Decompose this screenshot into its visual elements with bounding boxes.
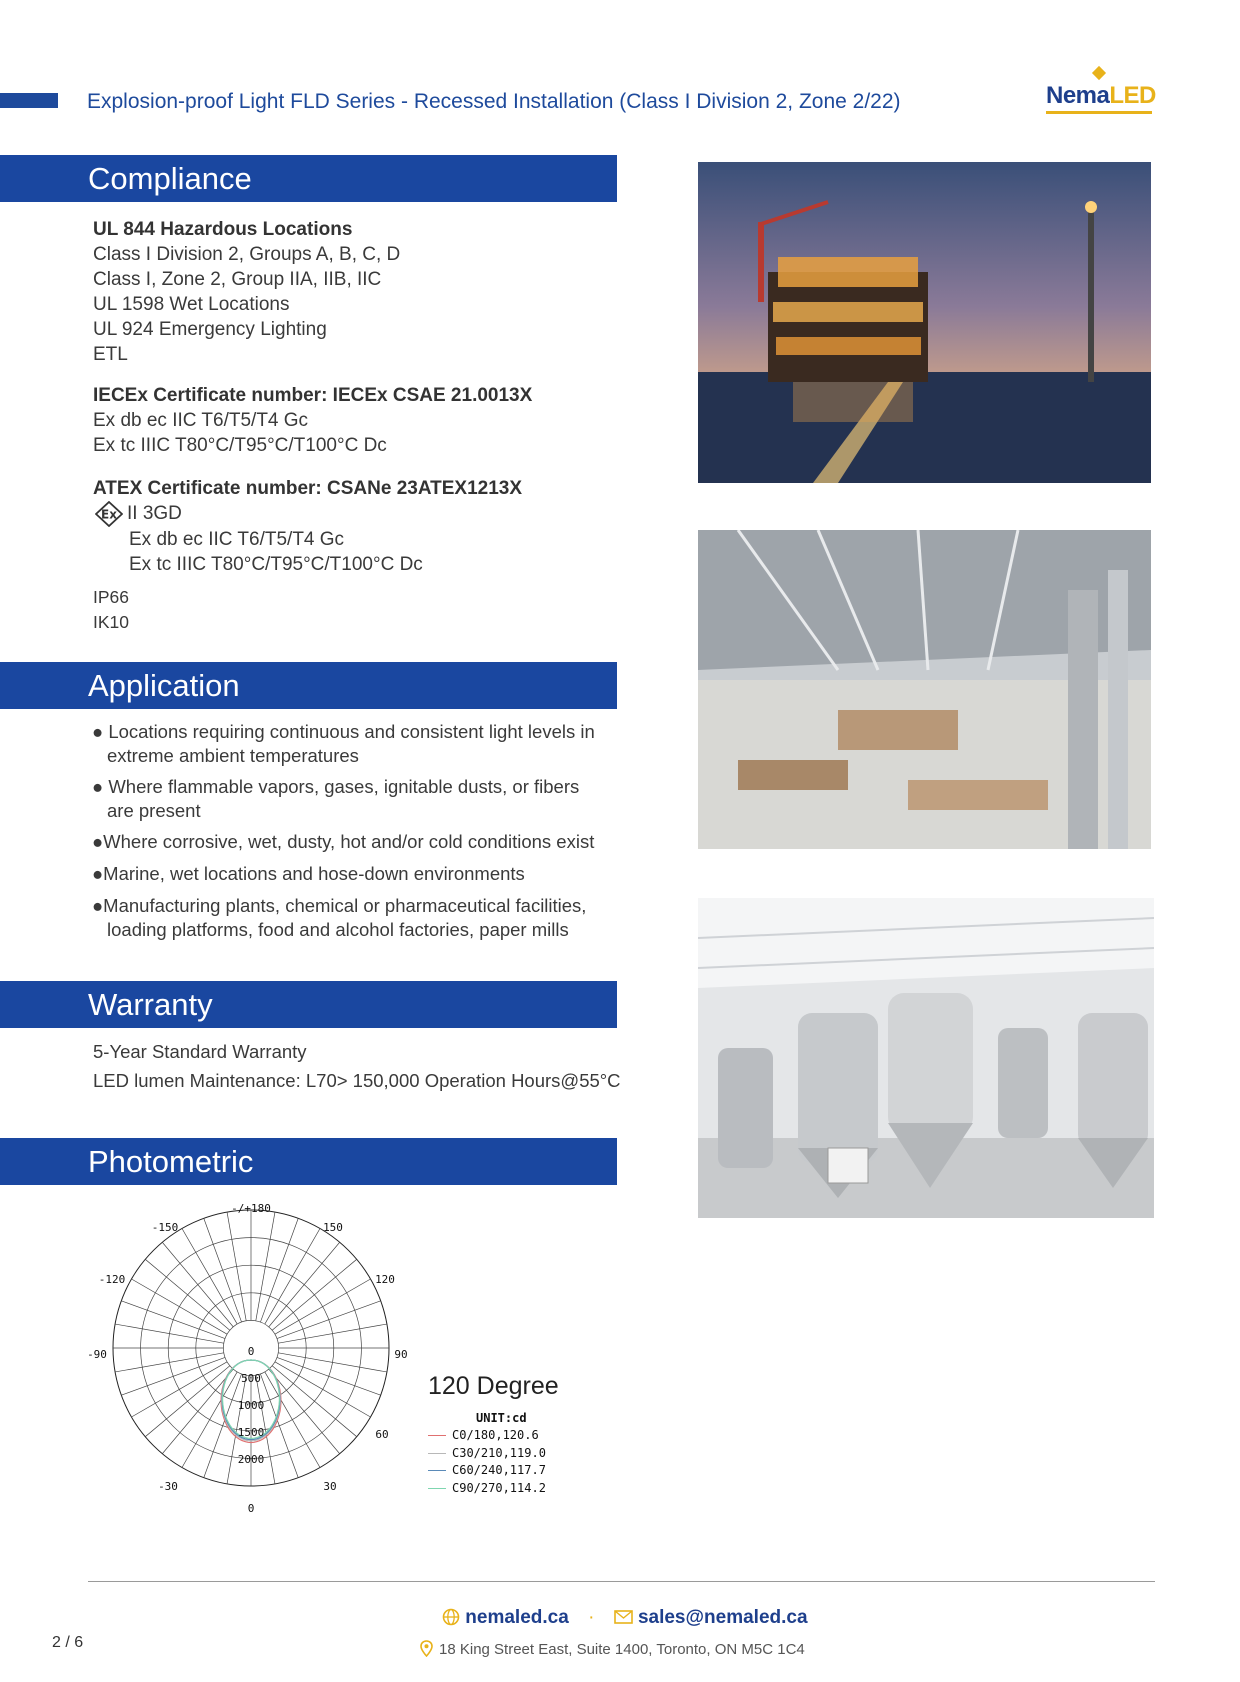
polar-spoke (269, 1242, 340, 1327)
polar-spoke (162, 1242, 233, 1327)
compliance-header: Compliance (0, 155, 617, 202)
radial-label: 0 (247, 1345, 255, 1358)
compliance-ratings: IP66 IK10 (93, 587, 129, 632)
polar-spoke (260, 1218, 298, 1322)
compliance-atex-block: ATEX Certificate number: CSANe 23ATEX1213X Ex II 3GD Ex db ec IIC T6/T5/T4 Gc Ex tc IIIC T80°C/T95°C/T100°C Dc (93, 478, 523, 575)
location-pin-icon (420, 1640, 433, 1657)
angle-label-top: -/+180 (231, 1202, 271, 1215)
application-item: ● Locations requiring continuous and consistent light levels in extreme ambient temperatures (92, 721, 595, 766)
angle-label-minus120: -120 (98, 1273, 126, 1286)
photometric-header: Photometric (0, 1138, 617, 1185)
polar-spoke (145, 1366, 230, 1437)
angle-label-30: 30 (323, 1480, 337, 1493)
globe-icon (442, 1608, 460, 1626)
legend-unit: UNIT:cd (476, 1411, 527, 1425)
radial-label: 500 (241, 1372, 261, 1385)
logo-crown-icon (1092, 66, 1106, 80)
photometric-legend (428, 1411, 546, 1498)
angle-label-0: 0 (247, 1502, 255, 1515)
offshore-platform-photo (698, 162, 1151, 483)
polar-spoke (256, 1212, 275, 1321)
application-item: ●Manufacturing plants, chemical or pharmaceutical facilities, loading platforms, food and alcohol factories, paper mills (92, 895, 587, 940)
footer-divider (88, 1581, 1155, 1582)
polar-spoke (121, 1357, 225, 1395)
polar-spoke (145, 1259, 230, 1330)
compliance-iecex-block: IECEx Certificate number: IECEx CSAE 21.0013X Ex db ec IIC T6/T5/T4 Gc Ex tc IIIC T80°C/T95°C/T100°C Dc (93, 385, 533, 456)
polar-spoke (131, 1362, 227, 1417)
header-accent-bar (0, 93, 58, 108)
polar-spoke (277, 1357, 381, 1395)
polar-spoke (278, 1353, 387, 1372)
legend-item: C60/240,117.7 (428, 1463, 546, 1481)
application-item: ●Marine, wet locations and hose-down environments (92, 863, 525, 884)
application-item: ● Where flammable vapors, gases, ignitable dusts, or fibers are present (92, 776, 580, 821)
page-number: 2 / 6 (52, 1634, 84, 1651)
polar-spoke (115, 1324, 224, 1343)
footer-contact: nemaled.ca · sales@nemaled.ca (442, 1607, 808, 1629)
polar-spoke (275, 1362, 371, 1417)
warehouse-photo (698, 530, 1151, 849)
radial-label: 1500 (237, 1426, 265, 1439)
email-link[interactable]: sales@nemaled.ca (637, 1607, 808, 1628)
polar-spoke (204, 1218, 242, 1322)
warranty-header: Warranty (0, 981, 617, 1028)
polar-spoke (265, 1228, 320, 1324)
polar-spoke (272, 1366, 357, 1437)
nemaled-logo: NemaLED (1046, 66, 1156, 116)
application-item: ●Where corrosive, wet, dusty, hot and/or cold conditions exist (92, 831, 595, 852)
polar-spoke (182, 1372, 237, 1468)
email-icon (614, 1610, 633, 1624)
polar-spoke (275, 1279, 371, 1334)
polar-spoke (265, 1372, 320, 1468)
compliance-ul-block: UL 844 Hazardous Locations Class I Division 2, Groups A, B, C, D Class I, Zone 2, Group IIA, IIB, IIC UL 1598 Wet Locations UL 924 Emergency Lighting ETL (93, 219, 401, 365)
polar-spoke (131, 1279, 227, 1334)
polar-photometric-chart (80, 1195, 420, 1525)
angle-label-150: 150 (323, 1221, 343, 1234)
angle-label-minus90: -90 (87, 1348, 107, 1361)
radial-label: 1000 (237, 1399, 265, 1412)
polar-spoke (227, 1212, 246, 1321)
legend-item: C30/210,119.0 (428, 1446, 546, 1464)
footer-address: 18 King Street East, Suite 1400, Toronto, ON M5C 1C4 (420, 1640, 805, 1658)
angle-label-90: 90 (394, 1348, 408, 1361)
website-link[interactable]: nemaled.ca (465, 1607, 569, 1628)
polar-spoke (277, 1301, 381, 1339)
polar-spoke (121, 1301, 225, 1339)
beam-angle-label: 120 Degree (428, 1372, 559, 1400)
polar-spoke (278, 1324, 387, 1343)
polar-spoke (115, 1353, 224, 1372)
angle-label-minus150: -150 (151, 1221, 179, 1234)
application-header: Application (0, 662, 617, 709)
angle-label-60: 60 (375, 1428, 389, 1441)
radial-label: 2000 (237, 1453, 265, 1466)
svg-text:Ex: Ex (101, 507, 117, 522)
warranty-text: 5-Year Standard Warranty LED lumen Maintenance: L70> 150,000 Operation Hours@55°C (93, 1041, 621, 1091)
polar-spoke (272, 1259, 357, 1330)
legend-item: C90/270,114.2 (428, 1481, 546, 1499)
document-title: Explosion-proof Light FLD Series - Recessed Installation (Class I Division 2, Zone 2/22) (87, 90, 901, 113)
legend-item: C0/180,120.6 (428, 1428, 546, 1446)
atex-ex-icon (95, 501, 123, 527)
brewery-tanks-photo (698, 898, 1154, 1218)
polar-spoke (182, 1228, 237, 1324)
angle-label-minus30: -30 (158, 1480, 178, 1493)
angle-label-120: 120 (375, 1273, 395, 1286)
